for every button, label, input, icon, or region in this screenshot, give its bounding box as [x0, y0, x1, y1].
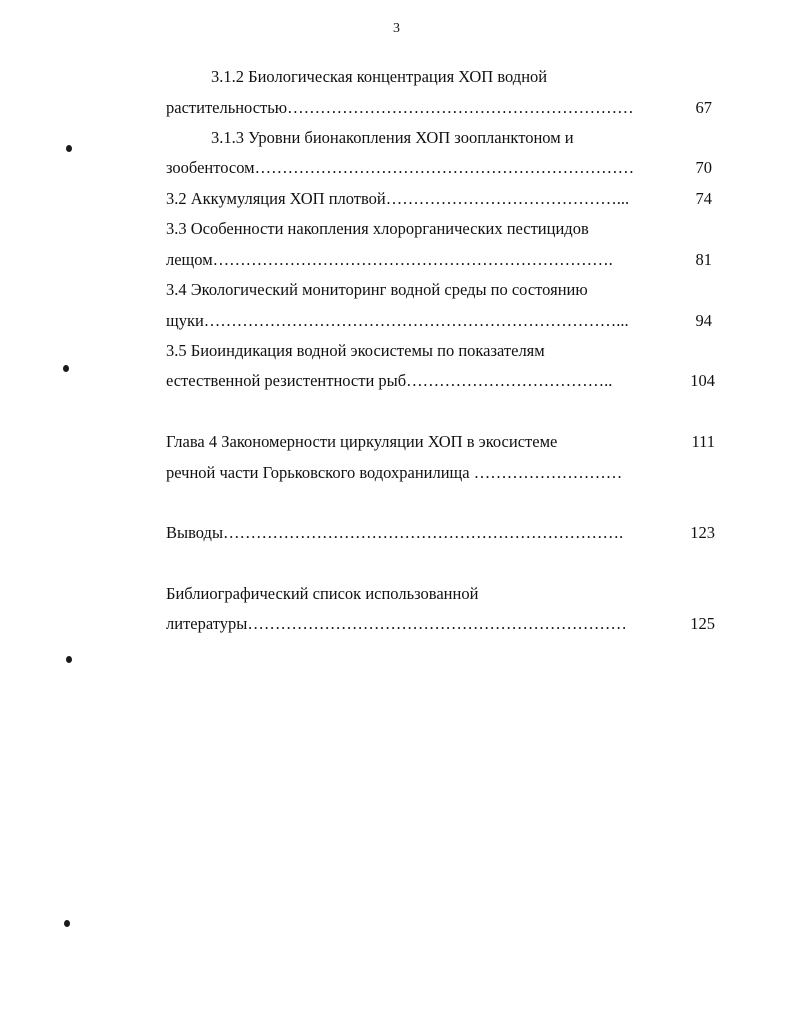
toc-entry-page: 74: [695, 189, 712, 208]
toc-entry-title-cont: щуки…………………………………………………………………...: [166, 311, 629, 330]
toc-entry-title-cont: речной части Горьковского водохранилища ………………………: [166, 463, 623, 482]
toc-entry-page: 123: [690, 523, 715, 542]
binding-hole-mark: [64, 920, 70, 927]
toc-entry-title-cont: зообентосом……………………………………………………………: [166, 158, 635, 177]
toc-entry-title-cont: растительностью………………………………………………………: [166, 98, 634, 117]
binding-hole-mark: [66, 656, 72, 663]
toc-entry-page: 70: [695, 158, 712, 177]
toc-entry-title: 3.2 Аккумуляция ХОП плотвой……………………………………...: [166, 189, 630, 208]
toc-entry-title: 3.5 Биоиндикация водной экосистемы по показателям: [166, 341, 545, 360]
binding-hole-mark: [63, 365, 69, 372]
toc-entry-page: 81: [695, 250, 712, 269]
toc-entry-title: Библиографический список использованной: [166, 584, 479, 603]
page-number: 3: [393, 21, 400, 36]
toc-entry-page: 104: [690, 371, 715, 390]
toc-entry-page: 67: [695, 98, 712, 117]
toc-entry-title: 3.1.2 Биологическая концентрация ХОП водной: [211, 67, 548, 86]
toc-entry-title-cont: литературы……………………………………………………………: [166, 614, 627, 633]
toc-entry-title: Глава 4 Закономерности циркуляции ХОП в экосистеме: [166, 432, 558, 451]
toc-entry-page: 125: [690, 614, 715, 633]
toc-entry-title: Выводы……………………………………………………………….: [166, 523, 624, 542]
toc-entry-title-cont: естественной резистентности рыб………………………………..: [166, 371, 613, 390]
toc-entry-title: 3.3 Особенности накопления хлорорганических пестицидов: [166, 219, 589, 238]
toc-entry-title: 3.4 Экологический мониторинг водной среды по состоянию: [166, 280, 588, 299]
toc-entry-title: 3.1.3 Уровни бионакопления ХОП зоопланктоном и: [211, 128, 574, 147]
toc-entry-page: 94: [695, 311, 712, 330]
binding-hole-mark: [66, 145, 72, 152]
toc-entry-page: 111: [691, 432, 715, 451]
toc-entry-title-cont: лещом……………………………………………………………….: [166, 250, 613, 269]
